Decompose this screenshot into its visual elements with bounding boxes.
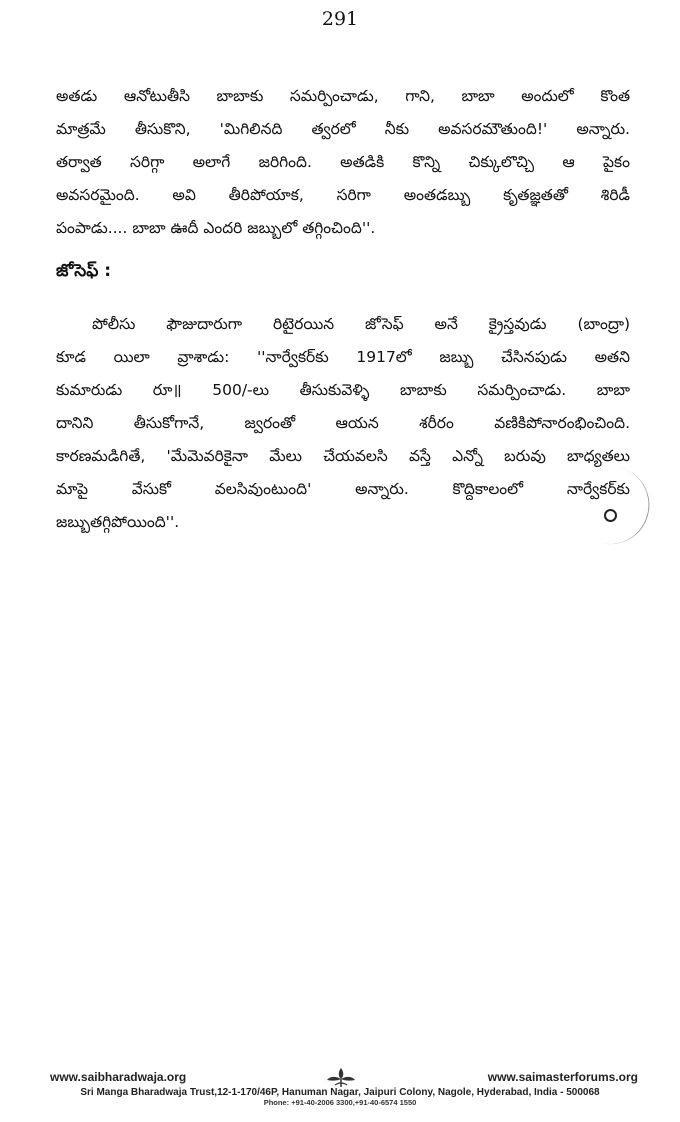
paragraph-line: పంపాడు.... బాబా ఊదీ ఎందరి జబ్బులో తగ్గించింది''. xyxy=(56,219,376,237)
footer-link-saimasterforums[interactable]: www.saimasterforums.org xyxy=(487,1070,638,1084)
page-footer xyxy=(0,1070,680,1107)
paragraph-1 xyxy=(56,80,630,245)
section-heading: జోసెఫ్ : xyxy=(56,261,112,281)
paragraph-line: అవసరమైంది. అవి తీరిపోయాక, సరిగా అంతడబ్బు కృతజ్ఞతతో శిరిడీ xyxy=(56,186,630,204)
paragraph-2 xyxy=(56,308,630,539)
paragraph-line: మాత్రమే తీసుకొని, 'మిగిలినది త్వరలో నీకు అవసరమౌతుంది!' అన్నారు. xyxy=(56,120,630,138)
paragraph-line: మాపై వేసుకో వలసివుంటుంది' అన్నారు. కొద్దికాలంలో నార్వేకర్‌కు xyxy=(56,480,630,498)
paragraph-line: తర్వాత సరిగ్గా అలాగే జరిగింది. అతడికి కొన్ని చిక్కులొచ్చి ఆ పైకం xyxy=(56,153,630,171)
paragraph-line: అతడు ఆనోటుతీసి బాబాకు సమర్పించాడు, గాని, బాబా అందులో కొంత xyxy=(56,87,630,105)
trust-phone: Phone: +91-40-2006 3300,+91-40-6574 1550 xyxy=(263,1098,417,1107)
paragraph-line: కారణమడిగితే, 'మేమెవరికైనా మేలు చేయవలసి వస్తే ఎన్నో బరువు బాధ్యతలు xyxy=(56,447,630,465)
footer-link-saibharadwaja[interactable]: www.saibharadwaja.org xyxy=(50,1070,187,1084)
trust-address: Sri Manga Bharadwaja Trust,12-1-170/46P, Hanuman Nagar, Jaipuri Colony, Nagole, Hyderabad, India - 500068 xyxy=(80,1087,600,1098)
paragraph-line: కుమారుడు రూ॥ 500/-లు తీసుకువెళ్ళి బాబాకు సమర్పించాడు. బాబా xyxy=(56,381,630,399)
paragraph-line: కూడ యిలా వ్రాశాడు: ''నార్వేకర్‌కు 1917లో జబ్బు చేసినపుడు అతని xyxy=(56,348,630,366)
page-number: 291 xyxy=(321,8,359,30)
trust-logo-icon xyxy=(326,1066,356,1088)
paragraph-line: జబ్బుతగ్గిపోయింది''. xyxy=(56,513,180,531)
paragraph-line: దానిని తీసుకోగానే, జ్వరంతో ఆయన శరీరం వణికిపోనారంభించింది. xyxy=(56,414,630,432)
paragraph-line: పోలీసు ఫౌజుదారుగా రిటైరయిన జోసెఫ్ అనే క్రైస్తవుడు (బాంద్రా) xyxy=(92,315,630,333)
